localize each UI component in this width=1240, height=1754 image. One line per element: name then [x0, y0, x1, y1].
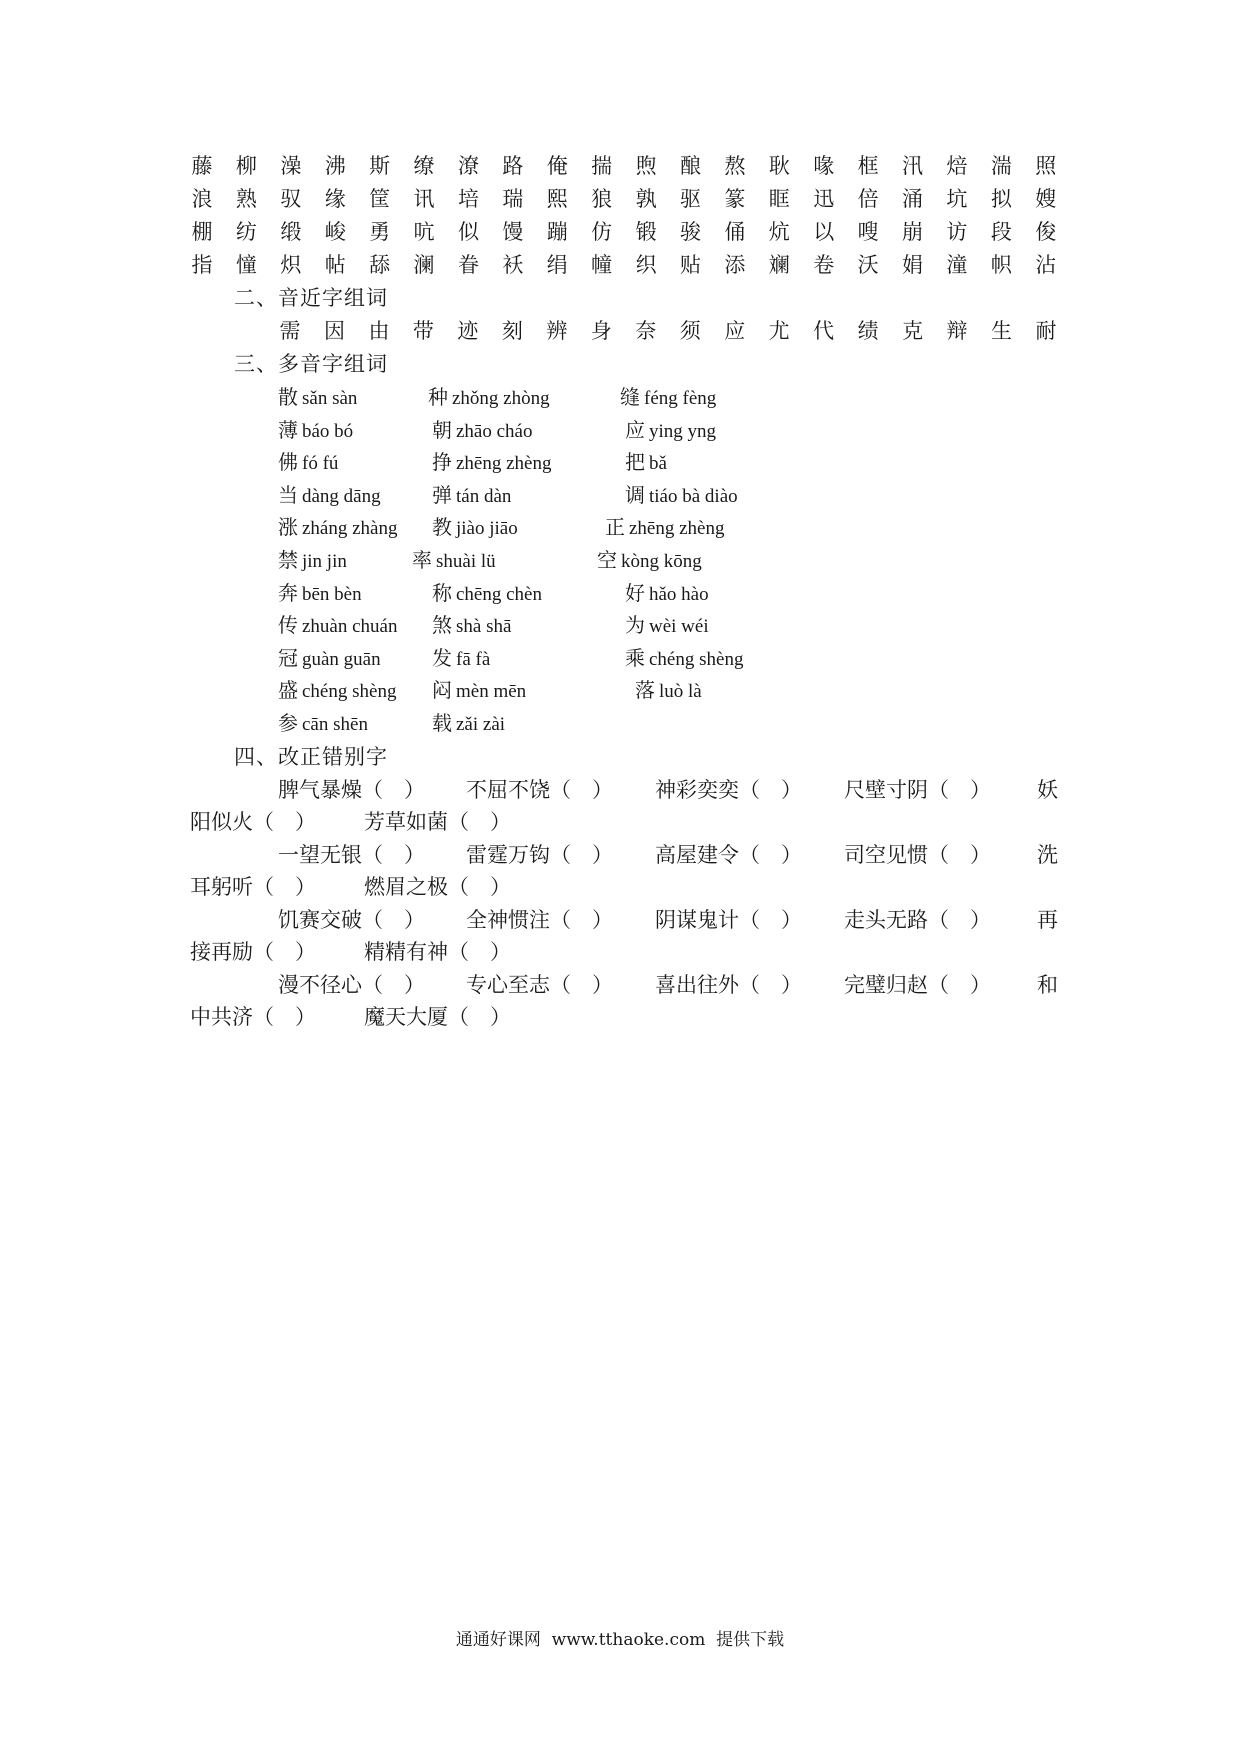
hanzi-char: 舔 — [369, 253, 391, 277]
similar-char: 辨 — [546, 319, 568, 343]
polyphonic-char: 禁 — [278, 548, 298, 572]
hanzi-char: 湍 — [990, 154, 1012, 178]
polyphonic-entry — [625, 414, 716, 448]
polyphonic-char: 乘 — [625, 646, 645, 670]
pinyin-readings: cān shēn — [302, 714, 368, 735]
pinyin-readings: zháng zhàng — [302, 518, 398, 539]
hanzi-char: 嫂 — [1035, 187, 1057, 211]
hanzi-char: 澡 — [280, 154, 302, 178]
polyphonic-entry — [432, 446, 551, 480]
polyphonic-entry — [278, 381, 357, 415]
hanzi-char: 勇 — [369, 220, 391, 244]
idiom-item: 漫不径心（ ） — [278, 973, 425, 997]
polyphonic-entry — [278, 642, 381, 676]
pinyin-readings: dàng dāng — [302, 486, 381, 507]
pinyin-readings: fó fú — [302, 453, 339, 474]
polyphonic-char: 载 — [432, 711, 452, 735]
hanzi-char: 憧 — [235, 253, 257, 277]
idiom-item: 一望无银（ ） — [278, 843, 425, 867]
polyphonic-char: 教 — [432, 515, 452, 539]
pinyin-readings: bēn bèn — [302, 584, 362, 605]
polyphonic-char: 朝 — [432, 418, 452, 442]
hanzi-char: 浪 — [191, 187, 213, 211]
similar-char: 由 — [368, 319, 390, 343]
similar-char: 代 — [813, 319, 835, 343]
polyphonic-entry — [432, 511, 518, 545]
hanzi-char: 孰 — [635, 187, 657, 211]
char-row-3 — [190, 216, 1058, 248]
similar-char: 耐 — [1035, 319, 1057, 343]
section2-heading: 二、音近字组词 — [234, 286, 388, 310]
polyphonic-entry — [625, 609, 709, 643]
similar-char: 生 — [991, 319, 1012, 343]
hanzi-char: 幢 — [591, 253, 613, 277]
pinyin-readings: shà shā — [456, 616, 512, 637]
pinyin-readings: zhǒng zhòng — [452, 388, 550, 409]
pinyin-readings: wèi wéi — [649, 616, 709, 637]
hanzi-char: 俑 — [724, 220, 746, 244]
hanzi-char: 熟 — [235, 187, 257, 211]
similar-char: 辩 — [946, 319, 968, 343]
polyphonic-entry — [278, 414, 353, 448]
wrapped-idiom-start: 妖 — [1037, 778, 1058, 802]
pinyin-readings: zǎi zài — [456, 714, 506, 735]
idiom-line — [278, 904, 1058, 936]
polyphonic-char: 弹 — [432, 483, 452, 507]
polyphonic-entry — [278, 707, 368, 741]
hanzi-char: 嗖 — [857, 220, 879, 244]
pinyin-readings: báo bó — [302, 421, 354, 442]
polyphonic-char: 调 — [625, 483, 645, 507]
similar-char: 绩 — [857, 319, 879, 343]
hanzi-char: 缘 — [324, 187, 346, 211]
hanzi-char: 澜 — [413, 253, 435, 277]
polyphonic-char: 当 — [278, 483, 298, 507]
idiom-line — [278, 774, 1058, 806]
pinyin-readings: bǎ — [649, 453, 667, 474]
wrapped-idiom-start: 再 — [1037, 908, 1058, 932]
hanzi-char: 焙 — [946, 154, 968, 178]
similar-char: 奈 — [635, 319, 657, 343]
pinyin-readings: fā fà — [456, 649, 491, 670]
polyphonic-char: 传 — [278, 613, 298, 637]
hanzi-char: 讯 — [413, 187, 435, 211]
polyphonic-char: 率 — [412, 548, 432, 572]
polyphonic-char: 称 — [432, 581, 452, 605]
hanzi-char: 涌 — [902, 187, 923, 211]
hanzi-char: 俺 — [546, 154, 568, 178]
polyphonic-char: 奔 — [278, 581, 298, 605]
idiom-item: 精精有神（ ） — [364, 940, 511, 964]
similar-char: 尤 — [768, 319, 790, 343]
pinyin-readings: hǎo hào — [649, 584, 709, 605]
similar-char: 身 — [590, 319, 612, 343]
hanzi-char: 袄 — [502, 253, 524, 277]
section4-heading: 四、改正错别字 — [234, 745, 388, 769]
polyphonic-char: 煞 — [432, 613, 452, 637]
idiom-line — [278, 839, 1058, 871]
polyphonic-entry — [432, 707, 505, 741]
idiom-item: 脾气暴燥（ ） — [278, 778, 425, 802]
polyphonic-char: 缝 — [620, 385, 640, 409]
hanzi-char: 以 — [813, 220, 835, 244]
idiom-item: 魔天大厦（ ） — [364, 1005, 511, 1029]
polyphonic-char: 种 — [428, 385, 448, 409]
polyphonic-char: 冠 — [278, 646, 298, 670]
hanzi-char: 纺 — [235, 220, 257, 244]
hanzi-char: 织 — [635, 253, 657, 277]
hanzi-char: 筐 — [369, 187, 391, 211]
hanzi-char: 棚 — [191, 220, 213, 244]
polyphonic-char: 把 — [625, 450, 645, 474]
pinyin-readings: guàn guān — [302, 649, 381, 670]
hanzi-char: 沃 — [857, 253, 879, 277]
pinyin-readings: luò là — [659, 681, 702, 702]
idiom-item: 高屋建令（ ） — [655, 843, 802, 867]
hanzi-char: 喙 — [813, 154, 835, 178]
idiom-item: 雷霆万钩（ ） — [466, 843, 613, 867]
hanzi-char: 耿 — [768, 154, 790, 178]
hanzi-char: 帜 — [990, 253, 1012, 277]
hanzi-char: 酿 — [679, 154, 701, 178]
pinyin-readings: chēng chèn — [456, 584, 542, 605]
hanzi-char: 藤 — [191, 154, 213, 178]
idiom-item: 接再励（ ） — [190, 940, 316, 964]
page-footer: 通通好课网 www.tthaoke.com 提供下载 — [455, 1630, 785, 1650]
polyphonic-char: 落 — [635, 678, 655, 702]
polyphonic-char: 发 — [432, 646, 452, 670]
similar-char: 带 — [412, 319, 434, 343]
idiom-item: 芳草如菌（ ） — [364, 810, 511, 834]
hanzi-char: 柳 — [235, 154, 257, 178]
pinyin-readings: féng fèng — [644, 388, 717, 409]
polyphonic-entry — [605, 511, 724, 545]
hanzi-char: 驱 — [679, 187, 701, 211]
similar-sound-chars — [278, 315, 1058, 347]
hanzi-char: 斯 — [369, 154, 391, 178]
hanzi-char: 迅 — [813, 187, 835, 211]
pinyin-readings: tán dàn — [456, 486, 512, 507]
pinyin-readings: jiào jiāo — [456, 518, 518, 539]
polyphonic-entry — [278, 609, 397, 643]
hanzi-char: 缎 — [280, 220, 302, 244]
hanzi-char: 熙 — [546, 187, 568, 211]
polyphonic-entry — [432, 479, 511, 513]
idiom-item: 尺壁寸阴（ ） — [844, 778, 991, 802]
pinyin-readings: zhuàn chuán — [302, 616, 398, 637]
pinyin-readings: kòng kōng — [621, 551, 702, 572]
polyphonic-entry — [620, 381, 716, 415]
hanzi-char: 绢 — [546, 253, 568, 277]
similar-char: 刻 — [501, 319, 523, 343]
similar-char: 克 — [902, 319, 924, 343]
hanzi-char: 眶 — [768, 187, 790, 211]
polyphonic-char: 挣 — [432, 450, 452, 474]
polyphonic-char: 佛 — [278, 450, 298, 474]
polyphonic-entry — [432, 414, 532, 448]
hanzi-char: 俊 — [1035, 220, 1057, 244]
pinyin-readings: shuài lü — [436, 551, 496, 572]
polyphonic-char: 正 — [605, 515, 625, 539]
hanzi-char: 汛 — [902, 154, 923, 178]
hanzi-char: 似 — [457, 220, 479, 244]
hanzi-char: 沸 — [324, 154, 346, 178]
polyphonic-entry — [432, 642, 490, 676]
pinyin-readings: zhēng zhèng — [456, 453, 552, 474]
polyphonic-char: 涨 — [278, 515, 298, 539]
hanzi-char: 崩 — [902, 220, 923, 244]
hanzi-char: 贴 — [679, 253, 701, 277]
polyphonic-entry — [625, 642, 743, 676]
idiom-item: 饥赛交破（ ） — [278, 908, 425, 932]
pinyin-readings: sǎn sàn — [302, 388, 358, 409]
polyphonic-entry — [432, 609, 511, 643]
hanzi-char: 访 — [946, 220, 968, 244]
polyphonic-entry — [412, 544, 496, 578]
hanzi-char: 篆 — [724, 187, 746, 211]
hanzi-char: 骏 — [679, 220, 701, 244]
hanzi-char: 仿 — [591, 220, 613, 244]
hanzi-char: 卷 — [813, 253, 835, 277]
polyphonic-entry — [428, 381, 550, 415]
idiom-line — [278, 969, 1058, 1001]
idiom-item: 司空见惯（ ） — [844, 843, 991, 867]
hanzi-char: 潦 — [457, 154, 479, 178]
polyphonic-char: 盛 — [278, 678, 298, 702]
wrapped-idiom-start: 和 — [1037, 973, 1058, 997]
idiom-item: 完璧归赵（ ） — [844, 973, 991, 997]
hanzi-char: 娟 — [902, 253, 923, 277]
char-row-2 — [190, 183, 1058, 215]
idiom-item: 喜出往外（ ） — [655, 973, 802, 997]
hanzi-char: 段 — [990, 220, 1012, 244]
polyphonic-entry — [625, 446, 667, 480]
pinyin-readings: zhāo cháo — [456, 421, 533, 442]
idiom-item: 燃眉之极（ ） — [364, 875, 511, 899]
hanzi-char: 峻 — [324, 220, 346, 244]
idiom-item: 阳似火（ ） — [190, 810, 316, 834]
hanzi-char: 锻 — [635, 220, 657, 244]
hanzi-char: 帖 — [324, 253, 346, 277]
hanzi-char: 倍 — [857, 187, 879, 211]
wrapped-idiom-start: 洗 — [1037, 843, 1058, 867]
polyphonic-char: 为 — [625, 613, 645, 637]
idiom-item: 走头无路（ ） — [844, 908, 991, 932]
polyphonic-char: 应 — [625, 418, 645, 442]
pinyin-readings: mèn mēn — [456, 681, 527, 702]
hanzi-char: 坑 — [946, 187, 968, 211]
idiom-item: 中共济（ ） — [190, 1005, 316, 1029]
hanzi-char: 揣 — [591, 154, 613, 178]
hanzi-char: 拟 — [990, 187, 1012, 211]
hanzi-char: 吭 — [413, 220, 435, 244]
hanzi-char: 炽 — [280, 253, 302, 277]
hanzi-char: 指 — [191, 253, 213, 277]
hanzi-char: 培 — [457, 187, 479, 211]
pinyin-readings: chéng shèng — [302, 681, 397, 702]
hanzi-char: 眷 — [457, 253, 479, 277]
hanzi-char: 缭 — [413, 154, 435, 178]
hanzi-char: 狼 — [591, 187, 613, 211]
polyphonic-entry — [635, 674, 702, 708]
hanzi-char: 熬 — [724, 154, 746, 178]
hanzi-char: 照 — [1035, 154, 1057, 178]
hanzi-char: 添 — [724, 253, 746, 277]
similar-char: 需 — [279, 319, 301, 343]
polyphonic-entry — [625, 577, 709, 611]
char-row-1 — [190, 150, 1058, 182]
polyphonic-entry — [432, 674, 526, 708]
hanzi-char: 驭 — [280, 187, 302, 211]
polyphonic-char: 散 — [278, 385, 298, 409]
hanzi-char: 蹦 — [546, 220, 568, 244]
hanzi-char: 框 — [857, 154, 879, 178]
idiom-item: 不屈不饶（ ） — [466, 778, 613, 802]
polyphonic-entry — [278, 674, 396, 708]
polyphonic-entry — [278, 544, 347, 578]
similar-char: 应 — [724, 319, 746, 343]
pinyin-readings: chéng shèng — [649, 649, 744, 670]
polyphonic-entry — [278, 511, 397, 545]
hanzi-char: 路 — [502, 154, 524, 178]
pinyin-readings: jin jin — [302, 551, 347, 572]
polyphonic-entry — [278, 446, 338, 480]
pinyin-readings: ying yng — [649, 421, 717, 442]
polyphonic-char: 空 — [597, 548, 617, 572]
polyphonic-entry — [625, 479, 738, 513]
section3-heading: 三、多音字组词 — [234, 352, 388, 376]
similar-char: 因 — [323, 319, 345, 343]
idiom-item: 阴谋鬼计（ ） — [655, 908, 802, 932]
pinyin-readings: zhēng zhèng — [629, 518, 725, 539]
pinyin-readings: tiáo bà diào — [649, 486, 738, 507]
hanzi-char: 潼 — [946, 253, 968, 277]
idiom-item: 全神惯注（ ） — [466, 908, 613, 932]
polyphonic-entry — [432, 577, 542, 611]
similar-char: 须 — [679, 319, 701, 343]
polyphonic-char: 闷 — [432, 678, 452, 702]
char-row-4 — [190, 249, 1058, 281]
polyphonic-entry — [278, 577, 362, 611]
polyphonic-char: 好 — [625, 581, 645, 605]
hanzi-char: 斓 — [768, 253, 790, 277]
idiom-item: 专心至志（ ） — [466, 973, 613, 997]
hanzi-char: 沾 — [1035, 253, 1057, 277]
hanzi-char: 馒 — [502, 220, 524, 244]
hanzi-char: 炕 — [768, 220, 790, 244]
similar-char: 迹 — [457, 319, 479, 343]
idiom-item: 神彩奕奕（ ） — [655, 778, 802, 802]
idiom-item: 耳躬听（ ） — [190, 875, 316, 899]
polyphonic-char: 薄 — [278, 418, 298, 442]
polyphonic-char: 参 — [278, 711, 298, 735]
hanzi-char: 煦 — [635, 154, 657, 178]
polyphonic-entry — [278, 479, 381, 513]
polyphonic-entry — [597, 544, 702, 578]
hanzi-char: 瑞 — [502, 187, 524, 211]
